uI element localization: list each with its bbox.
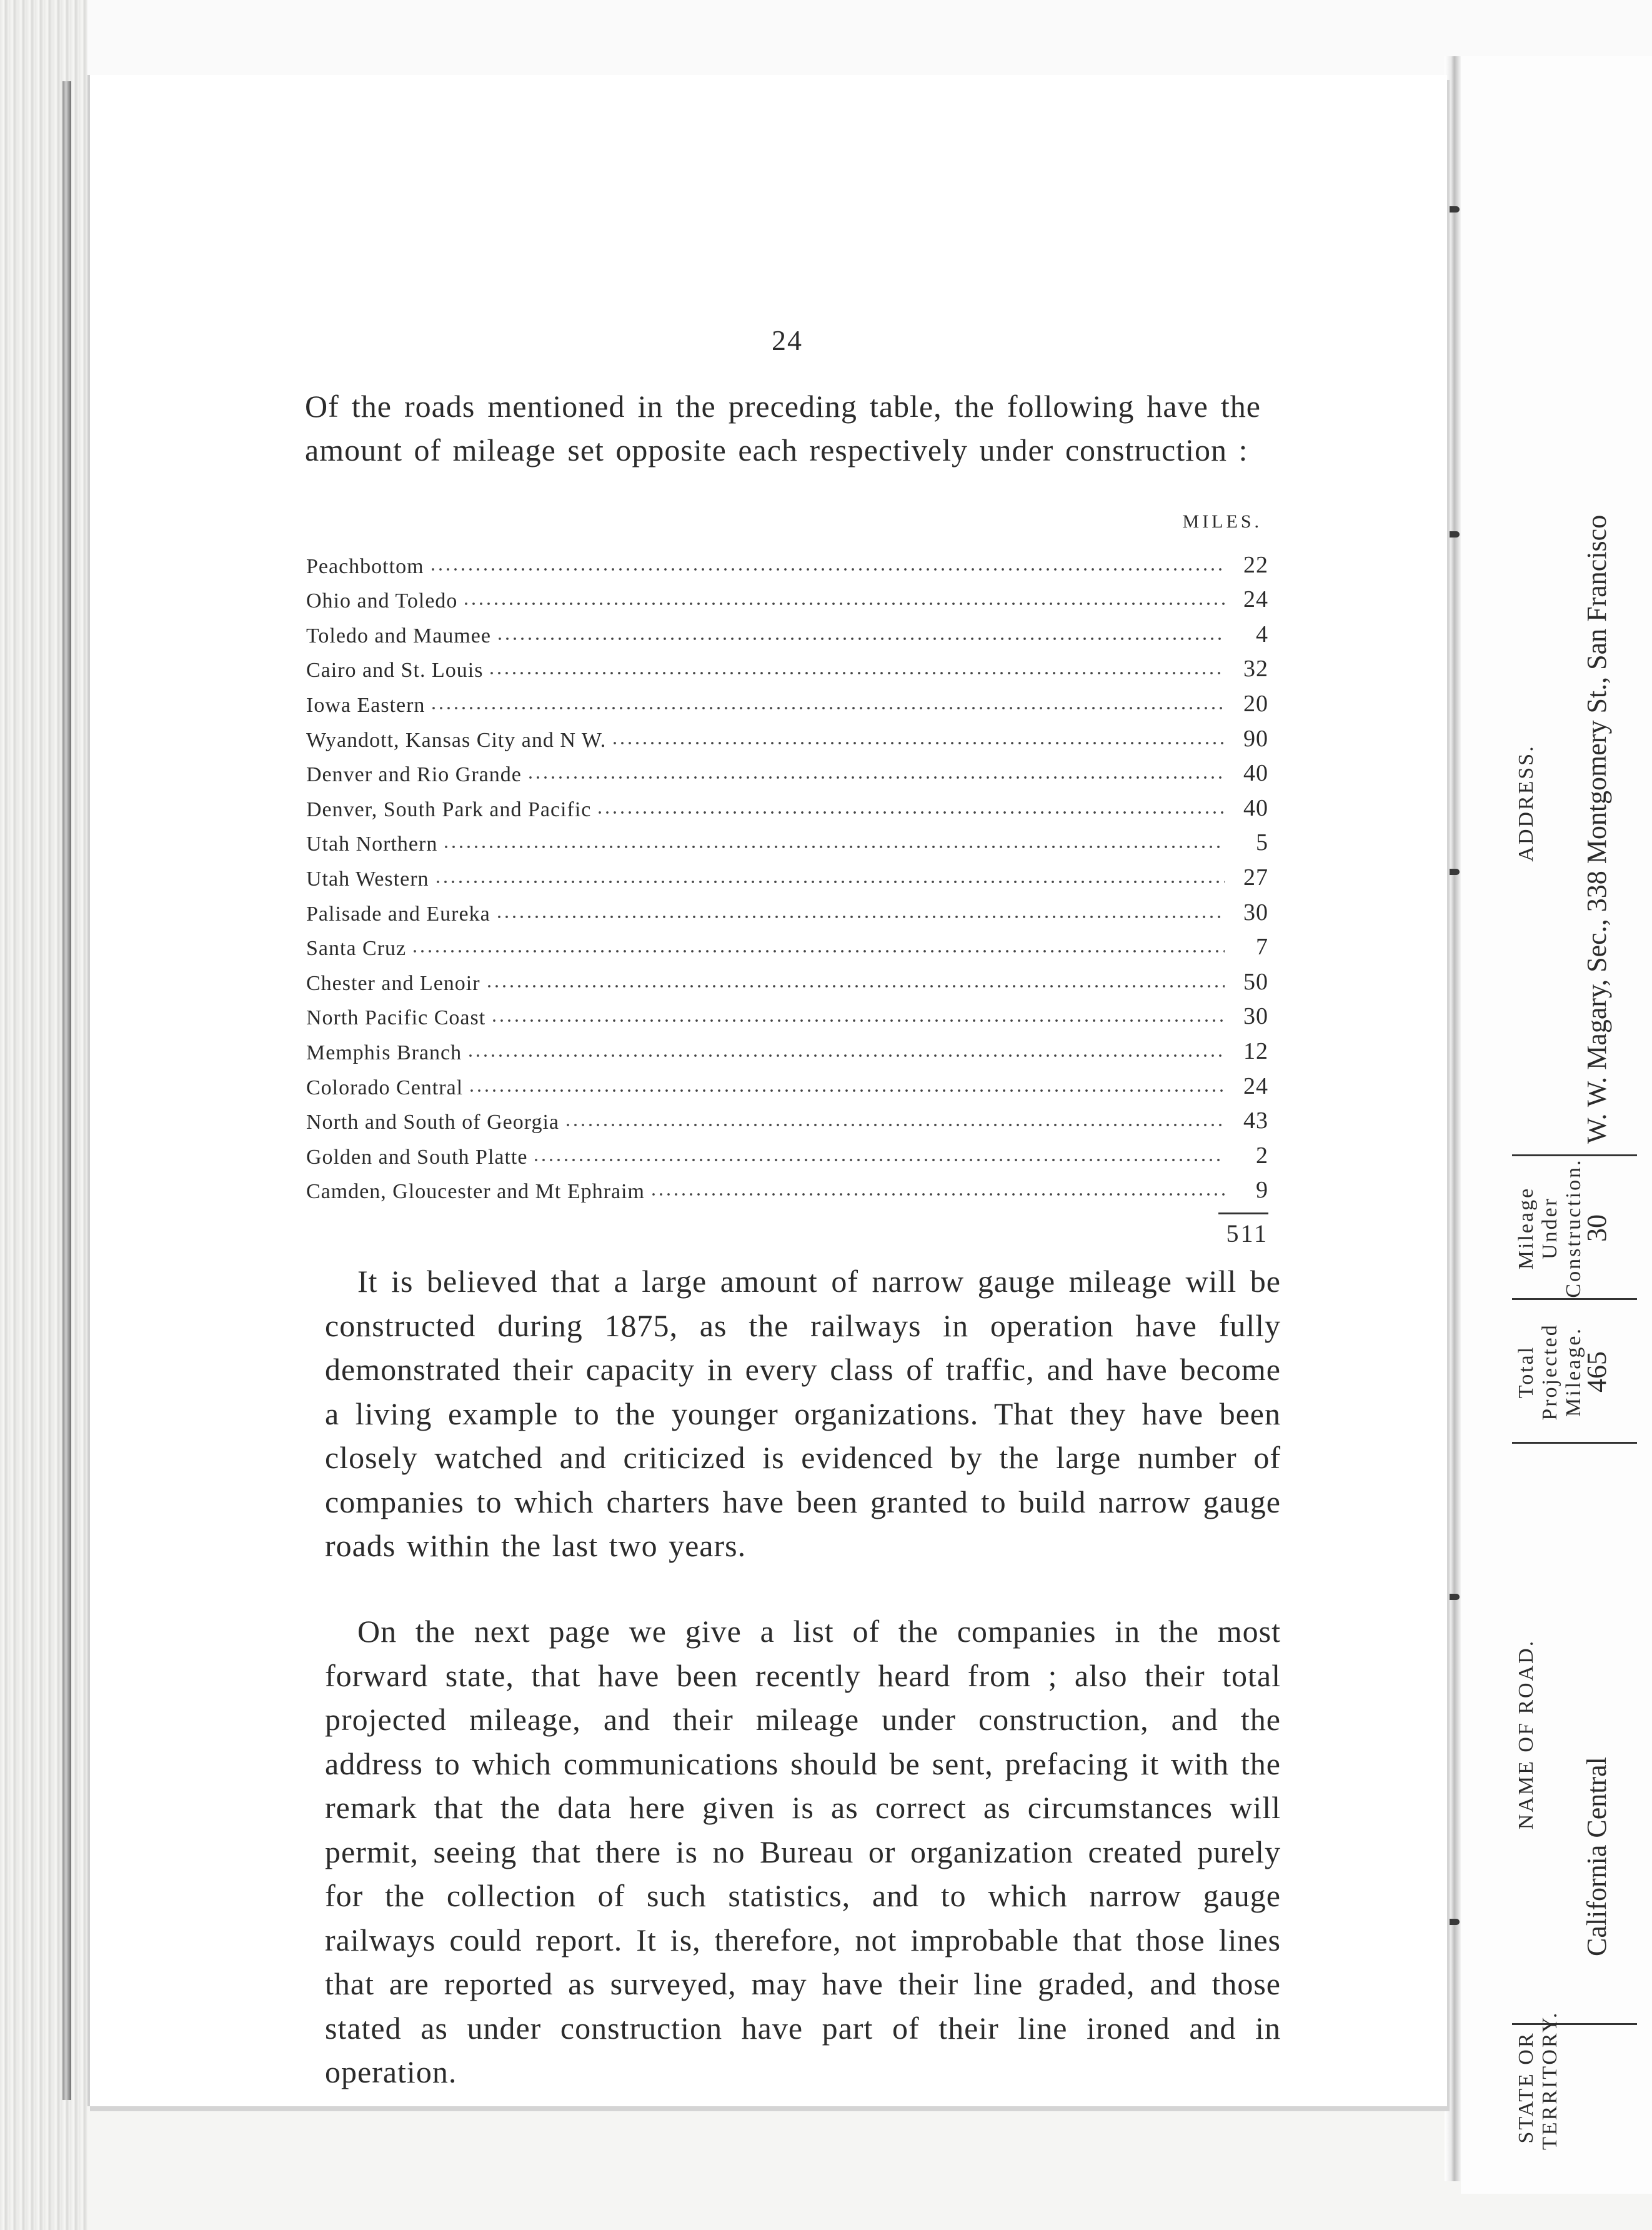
mileage-row: [306, 926, 1268, 961]
road-miles: 24: [1243, 586, 1268, 613]
road-miles: 40: [1243, 760, 1268, 787]
address-column: [1512, 450, 1637, 1156]
road-miles: 43: [1243, 1108, 1268, 1134]
road-miles: 7: [1256, 934, 1268, 961]
road-miles: 20: [1243, 690, 1268, 717]
dot-leader: [650, 1191, 1225, 1198]
mileage-row: [306, 891, 1268, 926]
road-miles: 9: [1256, 1177, 1268, 1204]
road-miles: 5: [1256, 829, 1268, 856]
road-miles: 22: [1243, 551, 1268, 578]
body-paragraph: On the next page we give a list of the companies in the most forward state, that have been recently heard from ; also their total projected mileage, and their mileage under construction, and the address to which communications should be sent, prefacing it with the remark that the data here given is as correct as circumstances will permit, seeing that there is no Bureau or organization created purely for the collection of such statistics, and to which narrow gauge railways could report. It is, therefore, not improbable that those lines that are reported as surveyed, may have their line graded, and those stated as under construction have part of their line ironed and in operation.: [325, 1614, 1281, 2089]
mileage-row: [306, 822, 1268, 857]
page-number: 24: [772, 324, 803, 356]
mileage-row: [306, 787, 1268, 822]
mileage-total: 511: [1226, 1219, 1268, 1248]
road-column-header: NAME OF ROAD.: [1515, 1639, 1538, 1830]
mileage-row: [306, 856, 1268, 891]
projected-column: [1512, 1298, 1637, 1444]
mileage-table: [306, 544, 1268, 1204]
road-name: North and South of Georgia: [306, 1111, 559, 1134]
road-name: Iowa Eastern: [306, 693, 425, 717]
dot-leader: [490, 1018, 1225, 1024]
road-miles: 30: [1243, 1003, 1268, 1030]
road-name: Santa Cruz: [306, 937, 407, 961]
mileage-row: [306, 544, 1268, 579]
binding-thread-knot: [1446, 1919, 1460, 1925]
road-column: [1512, 1442, 1637, 2025]
dot-leader: [485, 983, 1225, 989]
road-miles: 50: [1243, 968, 1268, 995]
dot-leader: [430, 705, 1225, 711]
road-miles: 30: [1243, 899, 1268, 926]
projected-cell: 465: [1581, 1351, 1612, 1392]
road-name: Memphis Branch: [306, 1041, 462, 1064]
road-name: Camden, Gloucester and Mt Ephraim: [306, 1180, 645, 1204]
road-name: Utah Northern: [306, 832, 438, 856]
projected-column-header: Total Projected Mileage.: [1515, 1323, 1585, 1421]
body-paragraph: It is believed that a large amount of narrow gauge mileage will be constructed during 1875, as the railways in operation have fully demonstrated their capacity in every class of traffic, and have become a living example to the younger organizations. That they have been closely watched and criticized is evidenced by the large number of companies to which charters have been granted to build narrow gauge roads within the last two years.: [325, 1264, 1281, 1563]
mileage-row: [306, 1169, 1268, 1204]
road-name: Denver and Rio Grande: [306, 763, 522, 787]
dot-leader: [468, 1088, 1225, 1094]
road-name: Denver, South Park and Pacific: [306, 798, 592, 821]
road-name: Peachbottom: [306, 554, 424, 578]
intro-paragraph: Of the roads mentioned in the preceding table, the following have the amount of mileage set opposite each respectively under construction :: [305, 389, 1261, 468]
mileage-row: [306, 682, 1268, 718]
road-cell: California Central: [1581, 1757, 1612, 1956]
road-name: Wyandott, Kansas City and N W.: [306, 728, 607, 752]
road-name: North Pacific Coast: [306, 1006, 486, 1030]
dot-leader: [596, 809, 1225, 816]
road-miles: 40: [1243, 794, 1268, 821]
binding-thread-knot: [1446, 531, 1460, 538]
address-column-header: ADDRESS.: [1515, 744, 1538, 862]
road-miles: 4: [1256, 621, 1268, 648]
binding-thread-knot: [1446, 1594, 1460, 1600]
construction-cell: 30: [1581, 1214, 1612, 1242]
dot-leader: [411, 948, 1225, 954]
state-column: [1512, 2011, 1637, 2150]
road-miles: 2: [1256, 1142, 1268, 1169]
dot-leader: [527, 774, 1225, 781]
scan-border: [0, 0, 1652, 75]
construction-column: [1512, 1154, 1637, 1300]
road-miles: 12: [1243, 1038, 1268, 1064]
mileage-row: [306, 996, 1268, 1031]
state-column-header: STATE OR TERRITORY.: [1515, 2011, 1561, 2150]
mileage-row: [306, 648, 1268, 683]
dot-leader: [488, 670, 1225, 676]
rotated-companies-table: [1512, 450, 1637, 2150]
dot-leader: [564, 1122, 1225, 1128]
dot-leader: [532, 1157, 1225, 1163]
dot-leader: [434, 879, 1225, 885]
road-miles: 32: [1243, 656, 1268, 682]
mileage-row: [306, 613, 1268, 648]
road-name: Ohio and Toledo: [306, 589, 458, 613]
road-name: Toledo and Maumee: [306, 624, 491, 648]
dot-leader: [442, 844, 1225, 850]
mileage-row: [306, 579, 1268, 614]
road-name: Chester and Lenoir: [306, 971, 480, 995]
dot-leader: [429, 566, 1225, 572]
road-name: Colorado Central: [306, 1076, 464, 1099]
miles-column-header: MILES.: [1182, 511, 1262, 532]
mileage-row: [306, 1100, 1268, 1135]
total-rule: [1218, 1212, 1268, 1214]
mileage-row: [306, 961, 1268, 996]
mileage-row: [306, 752, 1268, 788]
dot-leader: [496, 636, 1225, 642]
book-binding-edge: [0, 0, 87, 2230]
road-name: Golden and South Platte: [306, 1145, 528, 1169]
mileage-row: [306, 718, 1268, 752]
address-cell: W. W. Magary, Sec., 338 Montgomery St., San Francisco: [1581, 514, 1612, 1144]
binding-thread-knot: [1446, 869, 1460, 875]
road-miles: 24: [1243, 1072, 1268, 1099]
dot-leader: [611, 740, 1225, 746]
binding-thread-knot: [1446, 206, 1460, 212]
dot-leader: [462, 601, 1225, 607]
road-name: Utah Western: [306, 867, 429, 891]
mileage-row: [306, 1065, 1268, 1100]
road-miles: 90: [1243, 725, 1268, 752]
mileage-row: [306, 1134, 1268, 1169]
construction-column-header: Mileage Under Construction.: [1515, 1158, 1585, 1298]
road-miles: 27: [1243, 864, 1268, 891]
road-name: Cairo and St. Louis: [306, 659, 484, 682]
dot-leader: [495, 914, 1225, 920]
dot-leader: [467, 1052, 1225, 1059]
mileage-row: [306, 1030, 1268, 1065]
road-name: Palisade and Eureka: [306, 902, 490, 926]
